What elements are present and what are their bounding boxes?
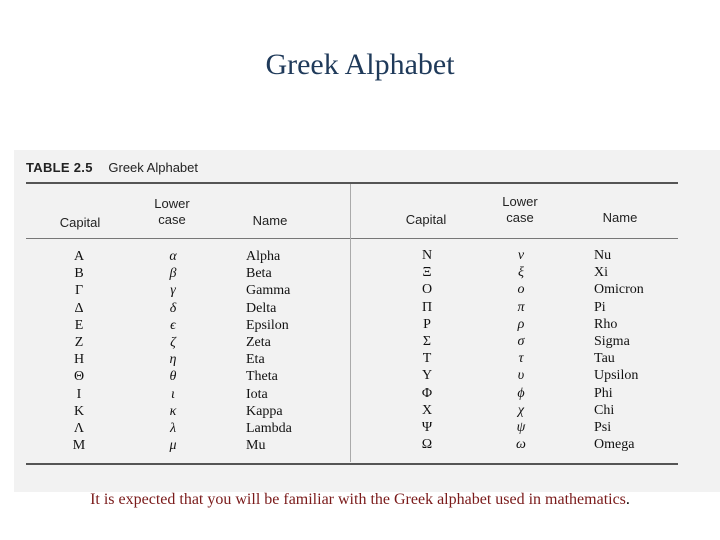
header-lower-case-right [492,194,548,226]
letter-name: Upsilon [594,368,639,384]
lowercase-letter: χ [517,402,525,418]
letter-name: Psi [594,419,612,435]
lowercase-letter: ζ [170,334,176,350]
capital-letter: Ο [421,282,433,298]
right-names-column [594,247,684,453]
lowercase-letter: μ [169,438,177,454]
header-lower-text: Lower [154,196,190,211]
capital-letter: Φ [421,385,433,401]
left-capitals-column [66,248,92,454]
capital-letter: Υ [421,368,433,384]
lowercase-letter: σ [517,333,525,349]
capital-letter: Ρ [423,316,431,332]
letter-name: Lambda [246,420,292,436]
letter-name: Mu [246,438,266,454]
letter-name: Gamma [246,283,291,299]
header-case-text: case [506,210,534,225]
table-bottom-rule [26,463,678,465]
right-lowercase-column [508,247,534,453]
capital-letter: Α [73,249,85,264]
lowercase-letter: ξ [518,265,524,281]
letter-name: Iota [246,386,268,402]
capital-letter: Χ [421,402,433,418]
lowercase-letter: ο [517,282,525,298]
left-names-column [246,248,336,454]
slide-footnote [0,491,720,509]
letter-name: Omicron [594,282,644,298]
table-number: TABLE 2.5 [26,160,93,175]
lowercase-letter: π [517,299,525,315]
left-lowercase-column [160,248,186,454]
letter-name: Omega [594,437,635,453]
header-lower-text: Lower [502,194,538,209]
capital-letter: Γ [74,283,84,299]
capital-letter: Κ [73,403,85,419]
table-caption [26,160,198,175]
header-capital-right: Capital [405,212,447,227]
letter-name: Sigma [594,333,630,349]
capital-letter: Ψ [421,419,433,435]
capital-letter: Ζ [74,334,84,350]
lowercase-letter: ϕ [517,385,525,401]
letter-name: Beta [246,266,272,282]
lowercase-letter: ν [517,248,525,263]
lowercase-letter: ι [171,386,175,402]
header-case-text: case [158,212,186,227]
lowercase-letter: ψ [516,419,526,435]
table-column-divider [350,184,351,462]
capital-letter: Λ [73,420,85,436]
footnote-text: It is expected that you will be familiar with the Greek alphabet used in mathematics [90,491,626,508]
table-header-rule [26,238,678,239]
capital-letter: Η [73,352,85,368]
capital-letter: Ε [74,317,84,333]
letter-name: Tau [594,351,615,367]
lowercase-letter: κ [169,403,177,419]
table-top-rule [26,182,678,184]
lowercase-letter: ω [516,437,526,453]
letter-name: Epsilon [246,317,289,333]
lowercase-letter: η [169,352,177,368]
letter-name: Alpha [246,249,281,264]
capital-letter: Π [421,299,433,315]
greek-alphabet-table [14,150,720,492]
letter-name: Theta [246,369,278,385]
lowercase-letter: ρ [517,316,525,332]
capital-letter: Θ [73,369,85,385]
header-name-left: Name [252,213,288,228]
lowercase-letter: ϵ [170,317,176,333]
capital-letter: Δ [74,300,84,316]
letter-name: Nu [594,248,612,263]
letter-name: Kappa [246,403,283,419]
capital-letter: Σ [422,333,432,349]
header-capital-left: Capital [59,215,101,230]
lowercase-letter: λ [169,420,177,436]
letter-name: Phi [594,385,613,401]
lowercase-letter: β [169,266,177,282]
slide-title: Greek Alphabet [265,48,455,81]
header-name-right: Name [602,210,638,225]
right-capitals-column [414,247,440,453]
lowercase-letter: υ [517,368,525,384]
lowercase-letter: γ [170,283,176,299]
letter-name: Pi [594,299,606,315]
letter-name: Xi [594,265,608,281]
footnote-period: . [625,491,630,508]
capital-letter: Ν [421,248,433,263]
header-lower-case-left [144,196,200,228]
capital-letter: Μ [72,438,86,454]
letter-name: Eta [246,352,265,368]
letter-name: Chi [594,402,615,418]
letter-name: Rho [594,316,618,332]
capital-letter: Ξ [422,265,432,281]
lowercase-letter: α [169,249,177,264]
letter-name: Delta [246,300,277,316]
capital-letter: Ω [421,437,433,453]
capital-letter: Τ [422,351,432,367]
lowercase-letter: θ [169,369,177,385]
capital-letter: Ι [76,386,82,402]
capital-letter: Β [74,266,84,282]
lowercase-letter: τ [518,351,524,367]
lowercase-letter: δ [169,300,177,316]
letter-name: Zeta [246,334,271,350]
table-caption-title: Greek Alphabet [108,160,198,175]
